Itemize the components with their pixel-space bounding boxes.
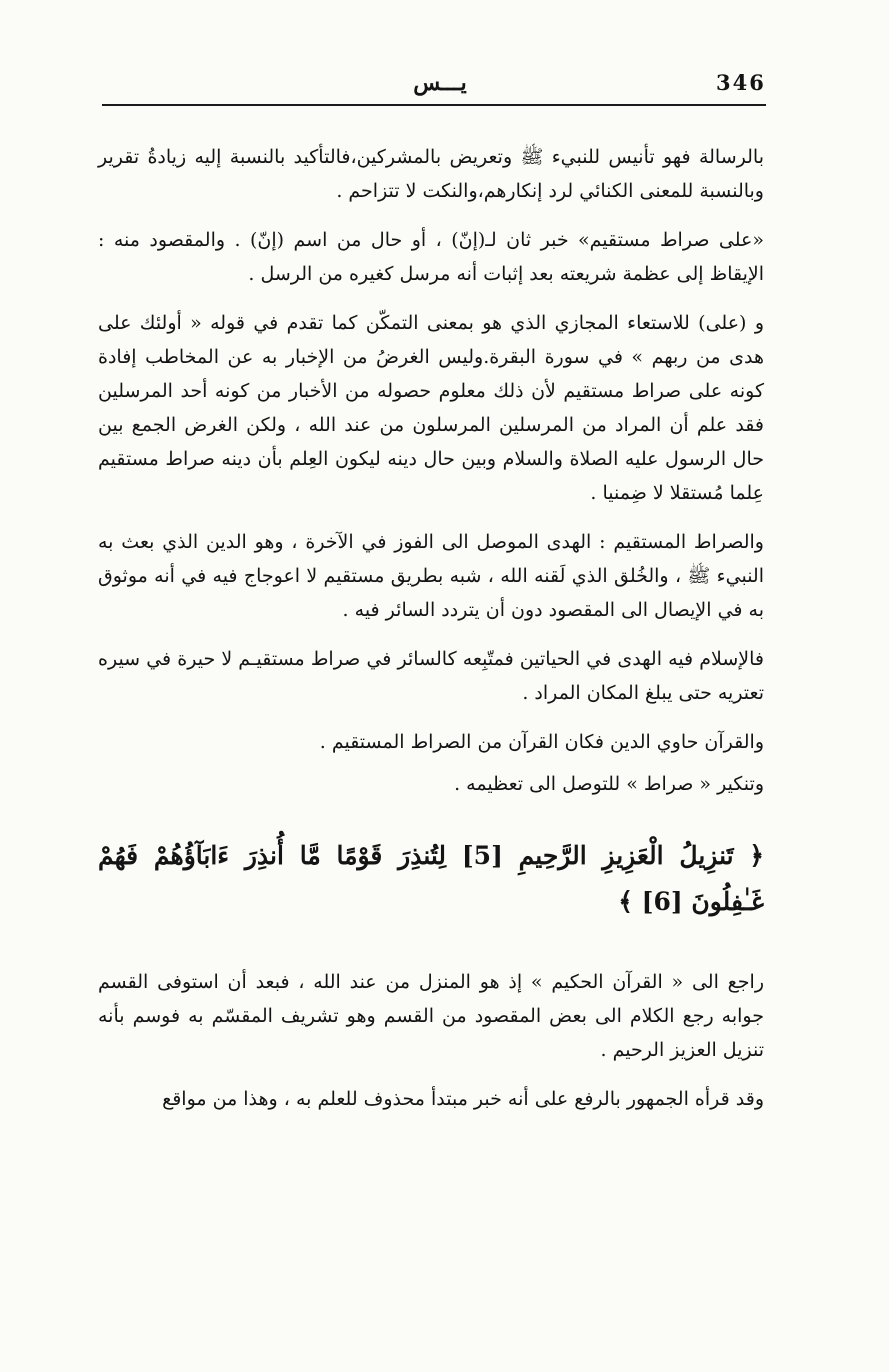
paragraph: والقرآن حاوي الدين فكان القرآن من الصراط المستقيم . (319, 731, 764, 753)
paragraph: «على صراط مستقيم» خبر ثان لـ(إنّ) ، أو حال من اسم (إنّ) . والمقصود منه : الإيقاظ إلى عظمة شريعته بعد إثبات أنه مرسل كغيره من الرسل . (98, 229, 764, 285)
header-divider (102, 104, 766, 106)
paragraph: فالإسلام فيه الهدى في الحياتين فمتّبِعه كالسائر في صراط مستقيـم لا حيرة في سيره تعتريه حتى يبلغ المكان المراد . (98, 648, 764, 704)
paragraph: راجع الى « القرآن الحكيم » إذ هو المنزل من عند الله ، فبعد أن استوفى القسم جوابه رجع الكلام الى بعض المقصود من القسم وهو تشريف المقسّم به فوسم بأنه تنزيل العزيز الرحيم . (98, 971, 764, 1061)
paragraph: والصراط المستقيم : الهدى الموصل الى الفوز في الآخرة ، وهو الدين الذي بعث به النبيء ﷺ ، والخُلق الذي لَقنه الله ، شبه بطريق مستقيم لا اعوجاج فيه في أنه موثوق به في الإيصال الى المقصود دون أن يتردد السائر فيه . (98, 531, 764, 621)
running-title: يـــس (413, 70, 467, 96)
page-number: 346 (716, 70, 766, 95)
quran-verse: ﴿ تَنزِيلُ الْعَزِيزِ الرَّحِيمِ [5] لِتُنذِرَ قَوْمًا مَّا أُنذِرَ ءَابَآؤُهُمْ فَهُمْ غَـٰفِلُونَ [6] ﴾ (98, 841, 764, 916)
paragraph: وتنكير « صراط » للتوصل الى تعظيمه . (454, 773, 764, 795)
page-body (98, 140, 764, 1131)
paragraph: بالرسالة فهو تأنيس للنبيء ﷺ وتعريض بالمشركين،فالتأكيد بالنسبة إليه زيادةُ تقرير وبالنسبة للمعنى الكنائي لرد إنكارهم،والنكت لا تتزاحم . (98, 146, 764, 202)
paragraph: و (على) للاستعاء المجازي الذي هو بمعنى التمكّن كما تقدم في قوله « أولئك على هدى من ربهم » في سورة البقرة.وليس الغرضُ من الإخبار به عن المخاطب إفادة كونه على صراط مستقيم لأن ذلك معلوم حصوله من الأخبار من كونه أحد المرسلين فقد علم أن المراد من المرسلين المرسلون من عند الله ، ولكن الغرض الجمع بين حال الرسول عليه الصلاة والسلام وبين حال دينه ليكون العِلم بأن دينه صراط مستقيم عِلما مُستقلا لا ضِمنيا . (98, 312, 764, 504)
paragraph: وقد قرأه الجمهور بالرفع على أنه خبر مبتدأ محذوف للعلم به ، وهذا من مواقع (162, 1088, 764, 1110)
